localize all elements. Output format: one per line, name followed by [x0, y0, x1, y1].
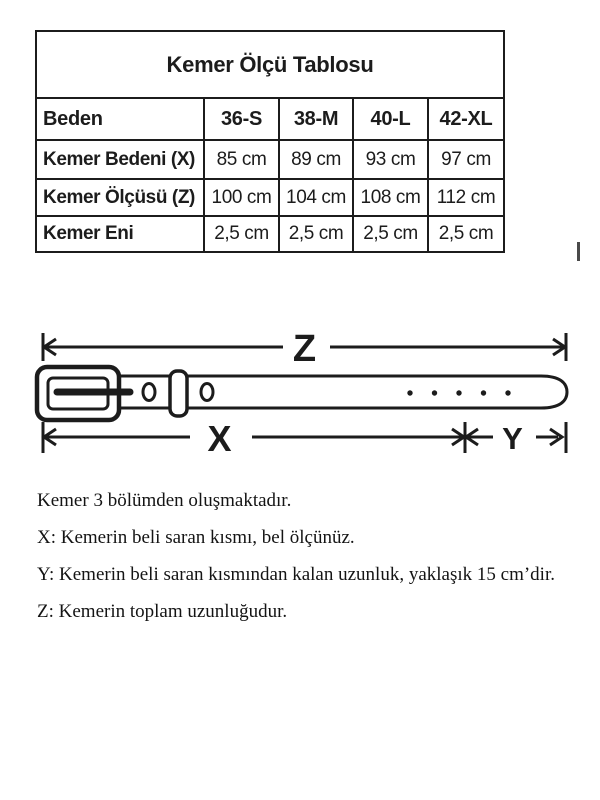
stray-cursor-mark	[577, 242, 580, 261]
header-size-42xl: 42-XL	[428, 98, 504, 140]
label-y: Y	[502, 421, 522, 456]
table-cell: 2,5 cm	[279, 216, 353, 252]
belt-size-table	[35, 30, 505, 253]
belt-keeper-loop	[170, 371, 187, 416]
z-dimension-arrow	[43, 328, 566, 370]
belt-hole	[201, 384, 213, 401]
row-label: Kemer Ölçüsü (Z)	[36, 179, 204, 216]
belt-hole	[143, 384, 155, 401]
table-row-kemer-olcusu	[36, 179, 504, 216]
table-row-kemer-eni	[36, 216, 504, 252]
table-cell: 2,5 cm	[428, 216, 504, 252]
table-cell: 2,5 cm	[204, 216, 279, 252]
note-x-meaning: X: Kemerin beli saran kısmı, bel ölçünüz.	[37, 527, 355, 548]
table-cell: 97 cm	[428, 140, 504, 179]
table-row-kemer-bedeni	[36, 140, 504, 179]
y-dimension-arrow	[502, 421, 566, 456]
table-header-row	[36, 98, 504, 140]
table-cell: 112 cm	[428, 179, 504, 216]
label-z: Z	[292, 328, 316, 370]
label-x: X	[207, 418, 231, 459]
table-cell: 104 cm	[279, 179, 353, 216]
table-title: Kemer Ölçü Tablosu	[36, 31, 504, 98]
table-cell: 93 cm	[353, 140, 428, 179]
table-title-row	[36, 31, 504, 98]
belt-graphic	[37, 367, 567, 420]
note-intro: Kemer 3 bölümden oluşmaktadır.	[37, 490, 292, 511]
note-y-meaning: Y: Kemerin beli saran kısmından kalan uzunluk, yaklaşık 15 cm’dir.	[37, 564, 555, 585]
table-cell: 108 cm	[353, 179, 428, 216]
belt-measurement-diagram	[0, 320, 600, 480]
table-cell: 89 cm	[279, 140, 353, 179]
table-cell: 2,5 cm	[353, 216, 428, 252]
header-size-40l: 40-L	[353, 98, 428, 140]
table-cell: 85 cm	[204, 140, 279, 179]
x-dimension-arrow	[43, 418, 493, 459]
note-z-meaning: Z: Kemerin toplam uzunluğudur.	[37, 601, 288, 622]
notes	[37, 482, 593, 630]
header-beden: Beden	[36, 98, 204, 140]
header-size-38m: 38-M	[279, 98, 353, 140]
row-label: Kemer Eni	[36, 216, 204, 252]
row-label: Kemer Bedeni (X)	[36, 140, 204, 179]
table-cell: 100 cm	[204, 179, 279, 216]
header-size-36s: 36-S	[204, 98, 279, 140]
